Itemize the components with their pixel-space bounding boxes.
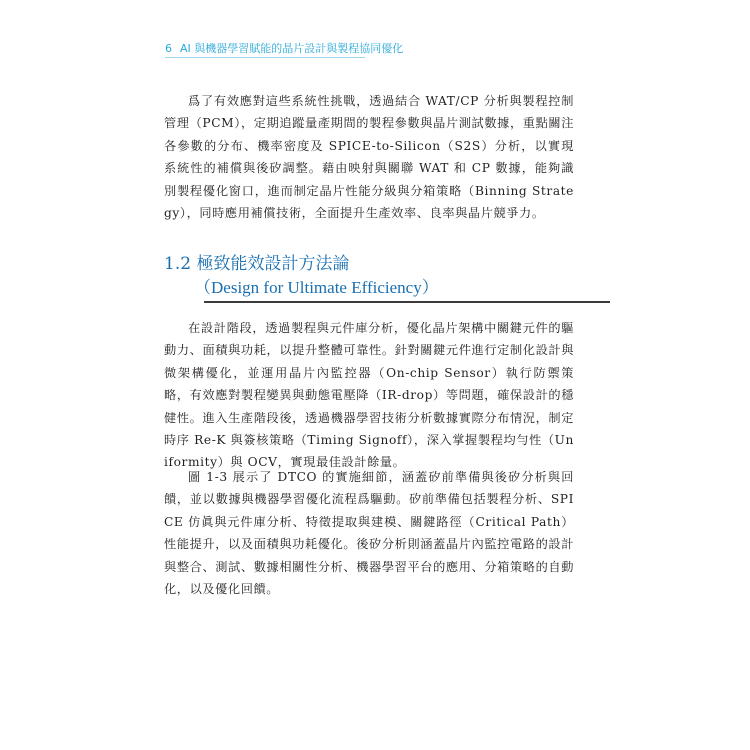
body-paragraph-1: 爲了有效應對這些系統性挑戰，透過結合 WAT/CP 分析與製程控制管理（PCM），定期追蹤量產期間的製程參數與晶片測試數據，重點關注各參數的分布、機率密度及 SPICE-to-Silicon（S2S）分析，以實現系統性的補償與後矽調整。藉由映射與關聯 WAT 和 CP 數據，能夠識別製程優化窗口，進而制定晶片性能分級與分箱策略（Binning Strategy），同時應用補償技術，全面提升生產效率、良率與晶片競爭力。 [164,94,574,221]
page-number: 6 [165,42,172,55]
running-header [165,40,425,58]
body-paragraph-3: 圖 1-3 展示了 DTCO 的實施細節，涵蓋矽前準備與後矽分析與回饋，並以數據與機器學習優化流程爲驅動。矽前準備包括製程分析、SPICE 仿眞與元件庫分析、特徵提取與建模、關鍵路徑（Critical Path）性能提升，以及面積與功耗優化。後矽分析則涵蓋晶片內監控電路的設計與整合、測試、數據相關性分析、機器學習平台的應用、分箱策略的自動化，以及優化回饋。 [164,470,574,597]
book-title: AI 與機器學習賦能的晶片設計與製程協同優化 [180,42,404,55]
section-number: 1.2 [164,254,192,274]
section-rule [204,301,610,303]
body-paragraph-2: 在設計階段，透過製程與元件庫分析，優化晶片架構中關鍵元件的驅動力、面積與功耗，以提升整體可靠性。針對關鍵元件進行定制化設計與微架構優化，並運用晶片內監控器（On-chip Sensor）執行防禦策略，有效應對製程變異與動態電壓降（IR-drop）等問題，確保設計的穩健性。進入生產階段後，透過機器學習技術分析數據實際分布情況，制定時序 Re-K 與簽核策略（Timing Signoff），深入掌握製程均勻性（Uniformity）與 OCV，實現最佳設計餘量。 [164,321,574,470]
section-title-en: （Design for Ultimate Efficiency） [194,278,439,297]
section-heading [164,252,574,300]
header-rule [165,57,365,58]
section-title-zh: 極致能效設計方法論 [196,254,350,274]
section-title-line [164,252,574,276]
